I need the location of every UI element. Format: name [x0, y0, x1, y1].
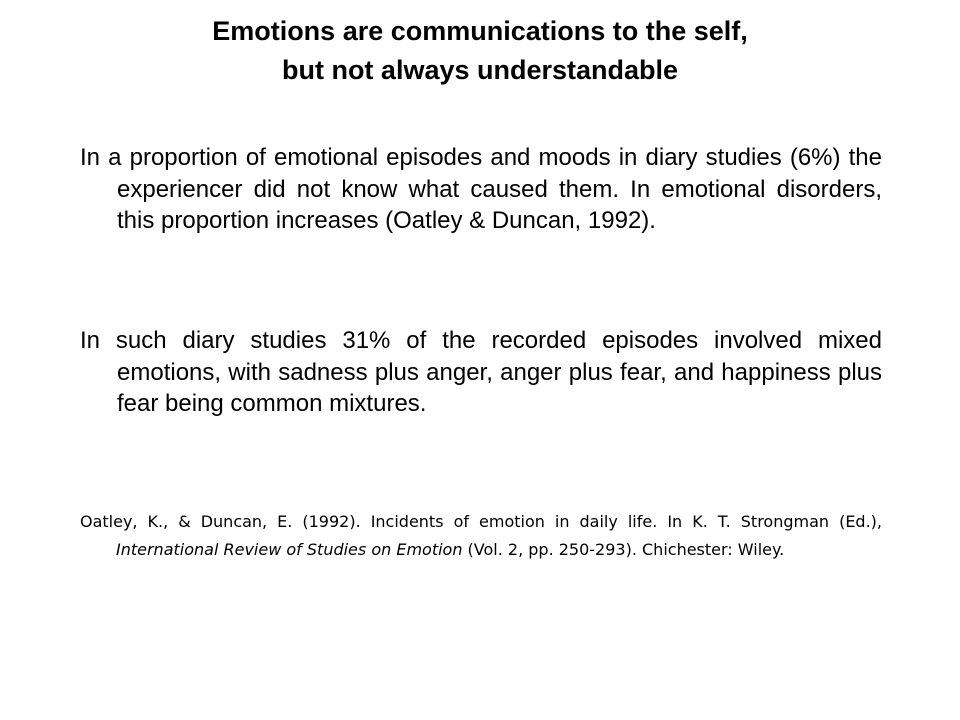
title-line-1: Emotions are communications to the self,	[212, 16, 748, 46]
reference-text-after: (Vol. 2, pp. 250-293). Chichester: Wiley.	[462, 539, 785, 559]
reference-journal-title: International Review of Studies on Emotion	[116, 539, 463, 559]
body-paragraph-mixed-emotions: In such diary studies 31% of the recorded episodes involved mixed emotions, with sadness plus anger, anger plus fear, and happiness plus fear being common mixtures.	[80, 327, 882, 417]
title-line-2: but not always understandable	[281, 55, 679, 85]
slide-title	[40, 12, 920, 90]
reference-citation	[80, 508, 882, 563]
body-paragraph-unknown-causes: In a proportion of emotional episodes and moods in diary studies (6%) the experiencer did not know what caused them. In emotional disorders, this proportion increases (Oatley & Duncan, 1992).	[80, 144, 882, 234]
reference-text-before: Oatley, K., & Duncan, E. (1992). Incidents of emotion in daily life. In K. T. Strongman (Ed.),	[80, 512, 882, 531]
